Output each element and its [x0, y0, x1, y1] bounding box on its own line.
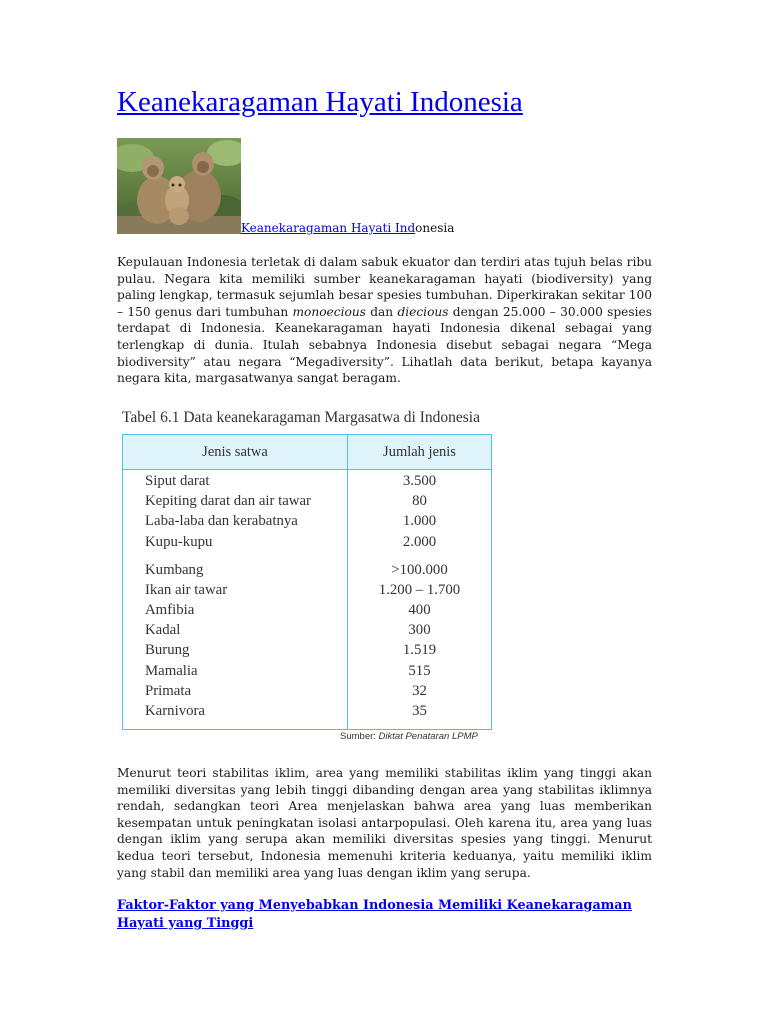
table-cell-value: 3.500 — [402, 473, 437, 489]
table-row — [123, 663, 491, 683]
table-cell-name: Karnivora — [145, 703, 205, 719]
table-row — [123, 493, 491, 513]
table-cell-name: Laba-laba dan kerabatnya — [145, 513, 298, 529]
table-row — [123, 622, 491, 642]
table-cell-name: Kupu-kupu — [145, 534, 213, 550]
image-caption-link[interactable]: Keanekaragaman Hayati Ind — [241, 221, 416, 235]
table-row — [123, 683, 491, 703]
table-cell-value: 1.000 — [402, 513, 437, 529]
table-cell-name: Kumbang — [145, 562, 204, 578]
article-title-link[interactable]: Keanekaragaman Hayati Indonesia — [117, 86, 523, 118]
table-row — [123, 582, 491, 602]
table-header-species: Jenis satwa — [202, 444, 268, 460]
table-cell-name: Ikan air tawar — [145, 582, 228, 598]
table-cell-value: >100.000 — [391, 562, 448, 578]
table-cell-value: 300 — [408, 622, 431, 638]
table-cell-value: 1.200 – 1.700 — [378, 582, 461, 598]
table-row — [123, 473, 491, 493]
table-source-note — [340, 731, 478, 742]
table-cell-value: 80 — [412, 493, 427, 509]
monkey-family-photo — [117, 138, 241, 234]
table-cell-name: Burung — [145, 642, 190, 658]
image-caption — [241, 221, 454, 235]
table-row — [123, 513, 491, 533]
table-cell-value: 35 — [412, 703, 427, 719]
theory-paragraph: Menurut teori stabilitas iklim, area yang memiliki stabilitas iklim yang tinggi akan memiliki diversitas yang lebih tinggi dibanding dengan area yang stabilitas iklimnya rendah, sedangkan teori Area menjelaskan bahwa area yang luas memberikan kesempatan untuk peningkatan isolasi antarpopulasi. Oleh karena itu, area yang luas dengan iklim yang serupa akan memiliki diversitas spesies yang tinggi. Menurut kedua teori tersebut, Indonesia memenuhi kriteria keduanya, yaitu memiliki iklim yang stabil dan memiliki area yang luas dengan iklim yang serupa. — [117, 766, 652, 880]
table-row — [123, 534, 491, 554]
table-cell-name: Mamalia — [145, 663, 198, 679]
table-caption: Tabel 6.1 Data keanekaragaman Margasatwa di Indonesia — [122, 409, 480, 426]
source-label: Sumber: — [340, 731, 376, 742]
table-header-row — [123, 435, 491, 470]
table-row — [123, 642, 491, 662]
source-text: Diktat Penataran LPMP — [378, 731, 478, 742]
wildlife-data-table — [122, 434, 492, 730]
section-factors-link[interactable]: Faktor-Faktor yang Menyebabkan Indonesia Memiliki Keanekaragaman Hayati yang Tinggi — [117, 898, 632, 931]
table-row — [123, 602, 491, 622]
table-cell-name: Primata — [145, 683, 192, 699]
table-cell-value: 2.000 — [402, 534, 437, 550]
table-cell-value: 515 — [408, 663, 431, 679]
table-cell-name: Kepiting darat dan air tawar — [145, 493, 311, 509]
table-header-count: Jumlah jenis — [383, 444, 456, 460]
table-cell-name: Siput darat — [145, 473, 210, 489]
table-row — [123, 703, 491, 723]
image-caption-rest: onesia — [415, 221, 455, 235]
table-cell-name: Amfibia — [145, 602, 195, 618]
table-cell-value: 1.519 — [402, 642, 437, 658]
table-cell-name: Kadal — [145, 622, 181, 638]
intro-paragraph: Kepulauan Indonesia terletak di dalam sabuk ekuator dan terdiri atas tujuh belas ribu pulau. Negara kita memiliki sumber keanekaragaman hayati (biodiversity) yang paling lengkap, termasuk sejumlah besar spesies tumbuhan. Diperkirakan sekitar 100 – 150 genus dari tumbuhan monoecious dan diecious dengan 25.000 – 30.000 spesies terdapat di Indonesia. Keanekaragaman hayati Indonesia dikenal sebagai yang terlengkap di dunia. Itulah sebabnya Indonesia disebut sebagai negara “Mega biodiversity” atau negara “Megadiversity”. Lihatlah data berikut, betapa kayanya negara kita, margasatwanya sangat beragam. — [117, 255, 653, 386]
table-cell-value: 32 — [412, 683, 427, 699]
table-cell-value: 400 — [408, 602, 431, 618]
table-row — [123, 562, 491, 582]
